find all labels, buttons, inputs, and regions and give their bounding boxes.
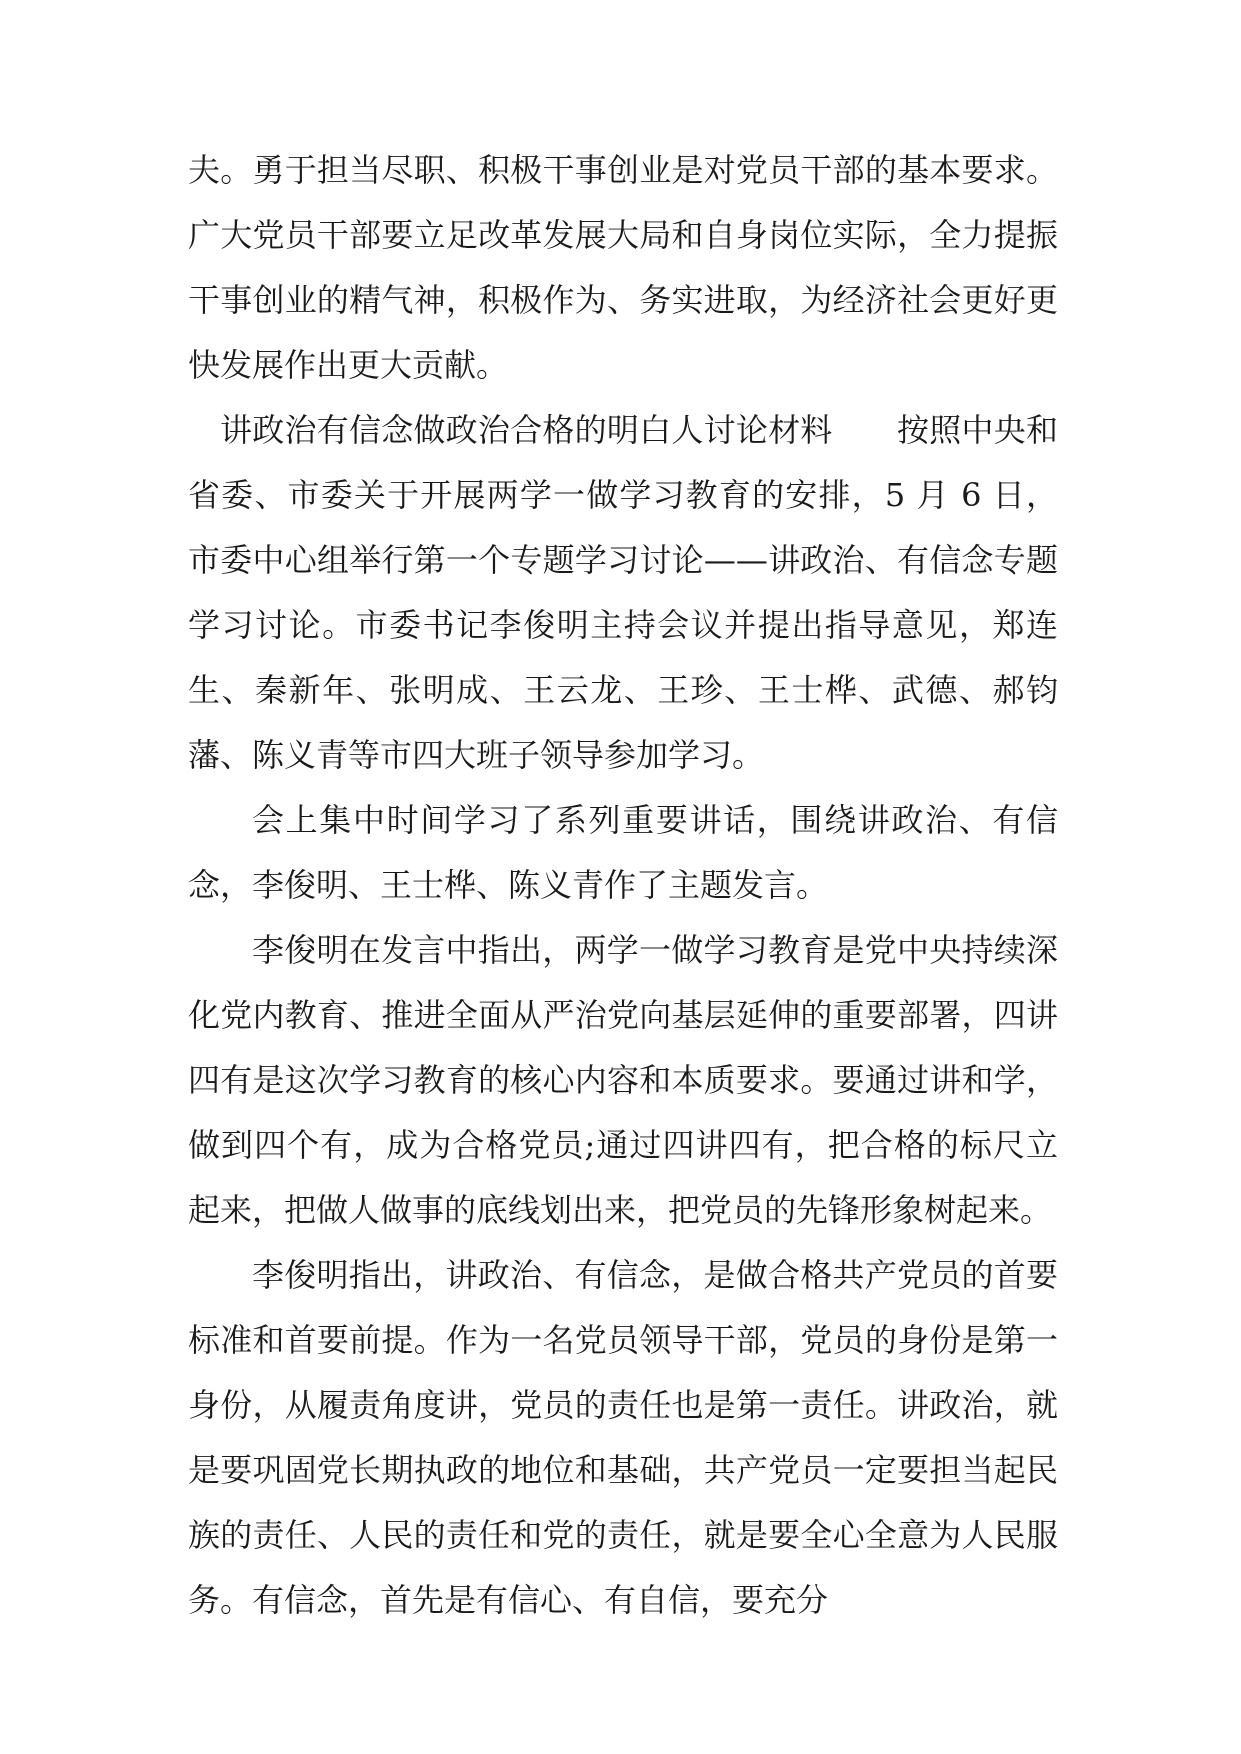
document-body [188,138,1058,1633]
paragraph-2: 讲政治有信念做政治合格的明白人讨论材料 按照中央和省委、市委关于开展两学一做学习教育的安排，5 月 6 日，市委中心组举行第一个专题学习讨论——讲政治、有信念专题学习讨论。市委书记李俊明主持会议并提出指导意见，郑连生、秦新年、张明成、王云龙、王珍、王士桦、武德、郝钧藩、陈义青等市四大班子领导参加学习。 [188,411,1058,774]
paragraph-3: 会上集中时间学习了系列重要讲话，围绕讲政治、有信念，李俊明、王士桦、陈义青作了主题发言。 [188,801,1058,904]
paragraph-4: 李俊明在发言中指出，两学一做学习教育是党中央持续深化党内教育、推进全面从严治党向基层延伸的重要部署，四讲四有是这次学习教育的核心内容和本质要求。要通过讲和学，做到四个有，成为合格党员;通过四讲四有，把合格的标尺立起来，把做人做事的底线划出来，把党员的先锋形象树起来。 [188,931,1058,1229]
paragraph-1: 夫。勇于担当尽职、积极干事创业是对党员干部的基本要求。广大党员干部要立足改革发展大局和自身岗位实际，全力提振干事创业的精气神，积极作为、务实进取，为经济社会更好更快发展作出更大贡献。 [188,151,1058,384]
paragraph-5: 李俊明指出，讲政治、有信念，是做合格共产党员的首要标准和首要前提。作为一名党员领导干部，党员的身份是第一身份，从履责角度讲，党员的责任也是第一责任。讲政治，就是要巩固党长期执政的地位和基础，共产党员一定要担当起民族的责任、人民的责任和党的责任，就是要全心全意为人民服务。有信念，首先是有信心、有自信，要充分 [188,1256,1058,1619]
